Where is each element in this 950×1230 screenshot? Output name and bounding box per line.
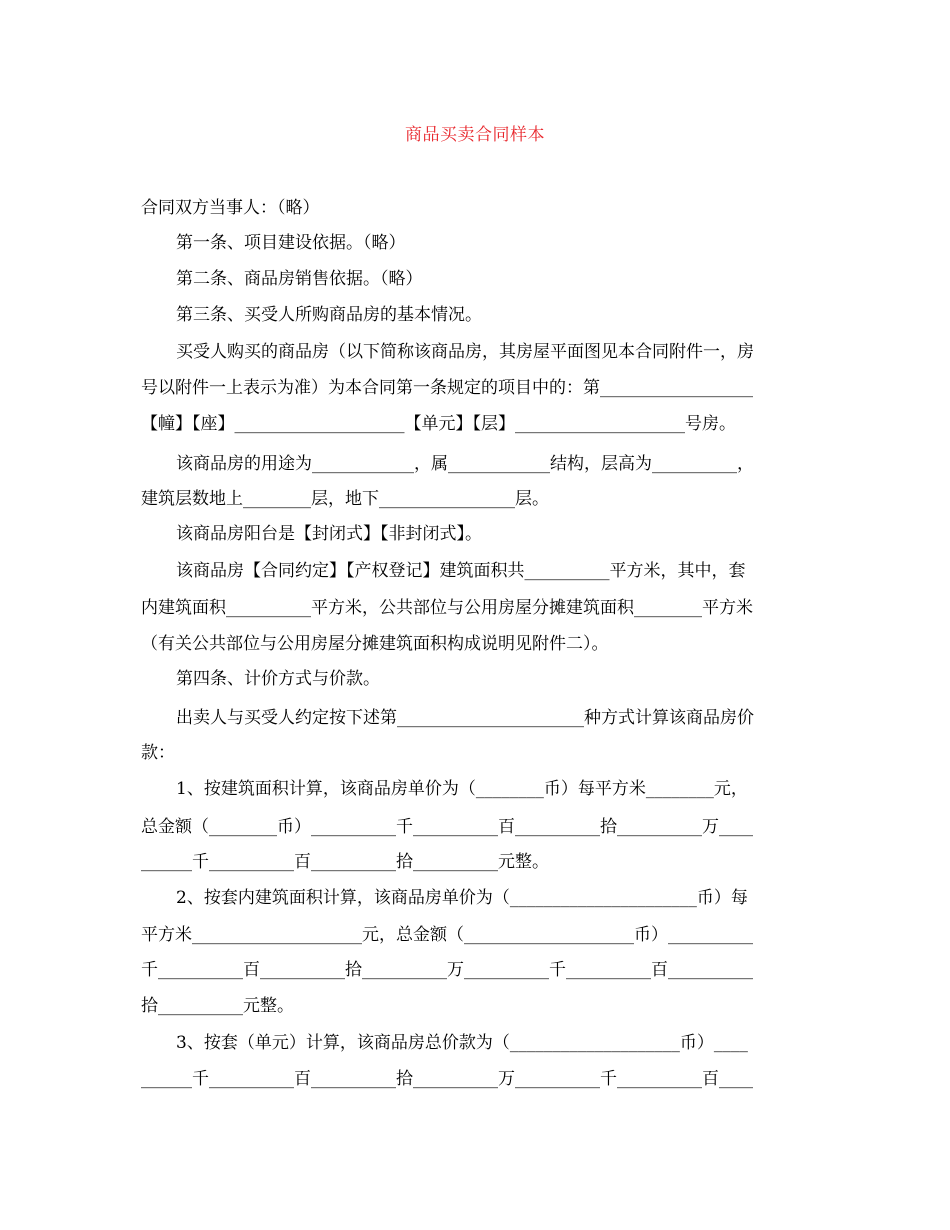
paragraph-line: （有关公共部位与公用房屋分摊建筑面积构成说明见附件二）。 bbox=[141, 634, 609, 654]
paragraph-line: 【幢】【座】____________________【单元】【层】____________________号房。 bbox=[141, 414, 736, 434]
paragraph-line: 千__________百__________拾__________万__________千__________百__________ bbox=[141, 960, 753, 980]
pricing-method-2: 2、按套内建筑面积计算，该商品房单价为（______________________币）每 bbox=[176, 888, 748, 908]
article-3-heading: 第三条、买受人所购商品房的基本情况。 bbox=[176, 305, 482, 325]
paragraph-line: 该商品房的用途为____________，属____________结构，层高为__________， bbox=[176, 454, 754, 474]
paragraph-line: ______千__________百__________拾__________万__________千__________百____ bbox=[141, 1069, 753, 1089]
parties-line: 合同双方当事人：（略） bbox=[141, 198, 320, 218]
article-4-heading: 第四条、计价方式与价款。 bbox=[176, 669, 380, 689]
paragraph-line: 总金额（________币）__________千__________百__________拾__________万____ bbox=[141, 817, 753, 837]
paragraph-line: 内建筑面积__________平方米，公共部位与公用房屋分摊建筑面积________平方米 bbox=[141, 598, 753, 618]
paragraph-line: 拾__________元整。 bbox=[141, 996, 294, 1016]
paragraph-line: 款： bbox=[141, 743, 175, 763]
pricing-method-1: 1、按建筑面积计算，该商品房单价为（________币）每平方米________元， bbox=[176, 779, 748, 799]
paragraph-line: 平方米____________________元，总金额（____________________币）__________ bbox=[141, 925, 753, 945]
paragraph-line: 建筑层数地上________层，地下________________层。 bbox=[141, 489, 549, 509]
paragraph-line: 出卖人与买受人约定按下述第______________________种方式计算该商品房价 bbox=[176, 708, 754, 728]
article-2: 第二条、商品房销售依据。（略） bbox=[176, 269, 423, 289]
paragraph-line: 号以附件一上表示为准）为本合同第一条规定的项目中的：第__________________ bbox=[141, 378, 753, 398]
article-1: 第一条、项目建设依据。（略） bbox=[176, 233, 406, 253]
paragraph-line: ______千__________百__________拾__________元整。 bbox=[141, 852, 549, 872]
document-title: 商品买卖合同样本 bbox=[405, 125, 545, 145]
paragraph-line: 该商品房阳台是【封闭式】【非封闭式】。 bbox=[176, 524, 482, 544]
paragraph-line: 该商品房【合同约定】【产权登记】建筑面积共__________平方米，其中，套 bbox=[176, 561, 746, 581]
paragraph-line: 买受人购买的商品房（以下简称该商品房，其房屋平面图见本合同附件一，房 bbox=[176, 342, 754, 362]
pricing-method-3: 3、按套（单元）计算，该商品房总价款为（____________________币）____ bbox=[176, 1033, 748, 1053]
